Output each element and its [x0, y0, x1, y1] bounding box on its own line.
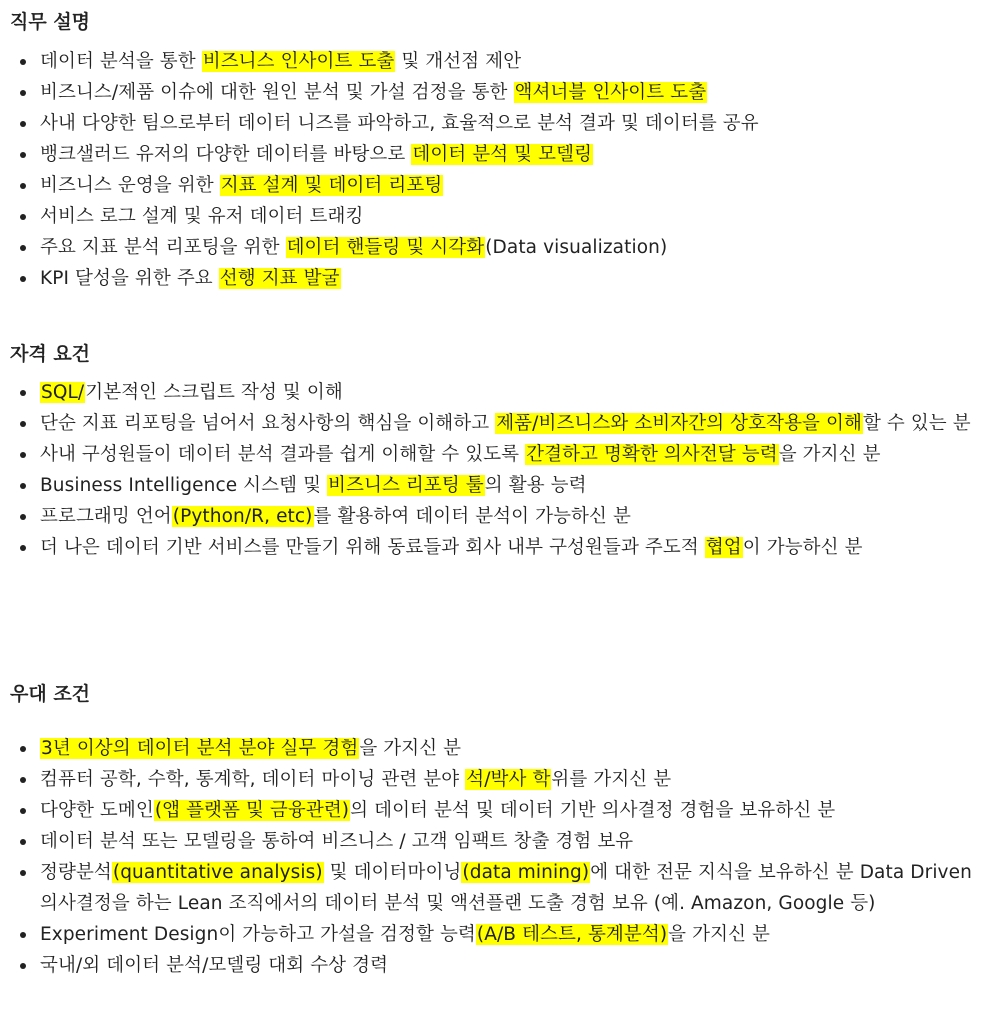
highlighted-text: 간결하고 명확한 의사전달 능력 [526, 444, 778, 465]
highlighted-text: 데이터 핸들링 및 시각화 [286, 237, 485, 258]
item-text: 더 나은 데이터 기반 서비스를 만들기 위해 동료들과 회사 내부 구성원들과 주도적 [40, 537, 705, 558]
highlighted-text: 3년 이상의 데이터 분석 분야 실무 경험 [41, 738, 359, 759]
preferred-list [18, 733, 978, 981]
item-text: 에 대한 전문 지식을 보유하신 분 Data Driven 의사결정을 하는 Lean 조직에서의 데이터 분석 및 액션플랜 도출 경험 보유 (예. Amazon, Google 등) [40, 862, 972, 914]
list-item [18, 232, 978, 263]
list-item [18, 733, 978, 764]
list-item [18, 950, 978, 981]
list-item [18, 108, 978, 139]
list-item [18, 764, 978, 795]
section-title-duties: 직무 설명 [10, 11, 91, 33]
list-item [18, 139, 978, 170]
item-text: 기본적인 스크립트 작성 및 이해 [85, 382, 343, 403]
duties-list [18, 46, 978, 294]
list-item [18, 532, 978, 563]
highlighted-text: 제품/비즈니스와 소비자간의 상호작용을 이해 [496, 413, 862, 434]
section-title-preferred: 우대 조건 [10, 683, 91, 705]
list-item [18, 201, 978, 232]
item-text: 주요 지표 분석 리포팅을 위한 [40, 237, 286, 258]
item-text: 할 수 있는 분 [862, 413, 971, 434]
item-text: 비즈니스 운영을 위한 [40, 175, 220, 196]
highlighted-text: 비즈니스 인사이트 도출 [202, 51, 395, 72]
highlighted-text: (quantitative analysis) [112, 862, 323, 883]
highlighted-text: (A/B 테스트, 통계분석) [476, 924, 668, 945]
list-item [18, 408, 978, 439]
highlighted-text: 협업 [705, 537, 742, 558]
list-item [18, 826, 978, 857]
highlighted-text: 데이터 분석 및 모델링 [412, 144, 593, 165]
highlighted-text: 선행 지표 발굴 [219, 268, 340, 289]
item-text: 프로그래밍 언어 [40, 506, 172, 527]
item-text: 을 가지신 분 [668, 924, 770, 945]
item-text: Business Intelligence 시스템 및 [40, 475, 328, 496]
list-item [18, 470, 978, 501]
item-text: 사내 구성원들이 데이터 분석 결과를 쉽게 이해할 수 있도록 [40, 444, 526, 465]
item-text: 이 가능하신 분 [742, 537, 863, 558]
list-item [18, 919, 978, 950]
item-text: 를 활용하여 데이터 분석이 가능하신 분 [313, 506, 631, 527]
item-text: 비즈니스/제품 이슈에 대한 원인 분석 및 가설 검정을 통한 [40, 82, 514, 103]
highlighted-text: SQL/ [41, 382, 85, 403]
item-text: 데이터 분석을 통한 [40, 51, 202, 72]
highlighted-text: (data mining) [462, 862, 590, 883]
item-text: 위를 가지신 분 [551, 769, 672, 790]
list-item [18, 439, 978, 470]
item-text: 의 데이터 분석 및 데이터 기반 의사결정 경험을 보유하신 분 [350, 800, 836, 821]
list-item [18, 795, 978, 826]
item-text: (Data visualization) [485, 237, 668, 258]
highlighted-text: 액셔너블 인사이트 도출 [514, 82, 707, 103]
item-text: 데이터 분석 또는 모델링을 통하여 비즈니스 / 고객 임팩트 창출 경험 보유 [40, 831, 634, 852]
item-text: 을 가지신 분 [359, 738, 462, 759]
list-item [18, 77, 978, 108]
list-item [18, 170, 978, 201]
list-item [18, 857, 978, 919]
item-text: 정량분석 [40, 862, 112, 883]
highlighted-text: (Python/R, etc) [172, 506, 313, 527]
item-text: 다양한 도메인 [40, 800, 154, 821]
item-text: KPI 달성을 위한 주요 [40, 268, 219, 289]
list-item [18, 501, 978, 532]
list-item [18, 263, 978, 294]
item-text: 및 개선점 제안 [395, 51, 522, 72]
list-item [18, 46, 978, 77]
item-text: 뱅크샐러드 유저의 다양한 데이터를 바탕으로 [40, 144, 412, 165]
item-text: 을 가지신 분 [778, 444, 881, 465]
item-text: Experiment Design이 가능하고 가설을 검정할 능력 [40, 924, 476, 945]
highlighted-text: 지표 설계 및 데이터 리포팅 [220, 175, 443, 196]
section-title-requirements: 자격 요건 [10, 343, 91, 365]
item-text: 컴퓨터 공학, 수학, 통계학, 데이터 마이닝 관련 분야 [40, 769, 466, 790]
item-text: 의 활용 능력 [484, 475, 587, 496]
item-text: 국내/외 데이터 분석/모델링 대회 수상 경력 [40, 955, 389, 976]
item-text: 단순 지표 리포팅을 넘어서 요청사항의 핵심을 이해하고 [40, 413, 496, 434]
item-text: 사내 다양한 팀으로부터 데이터 니즈를 파악하고, 효율적으로 분석 결과 및 데이터를 공유 [40, 113, 759, 134]
item-text: 서비스 로그 설계 및 유저 데이터 트래킹 [40, 206, 364, 227]
requirements-list [18, 377, 978, 563]
highlighted-text: (앱 플랫폼 및 금융관련) [154, 800, 350, 821]
highlighted-text: 비즈니스 리포팅 툴 [328, 475, 484, 496]
highlighted-text: 석/박사 학 [466, 769, 551, 790]
list-item [18, 377, 978, 408]
item-text: 및 데이터마이닝 [323, 862, 462, 883]
